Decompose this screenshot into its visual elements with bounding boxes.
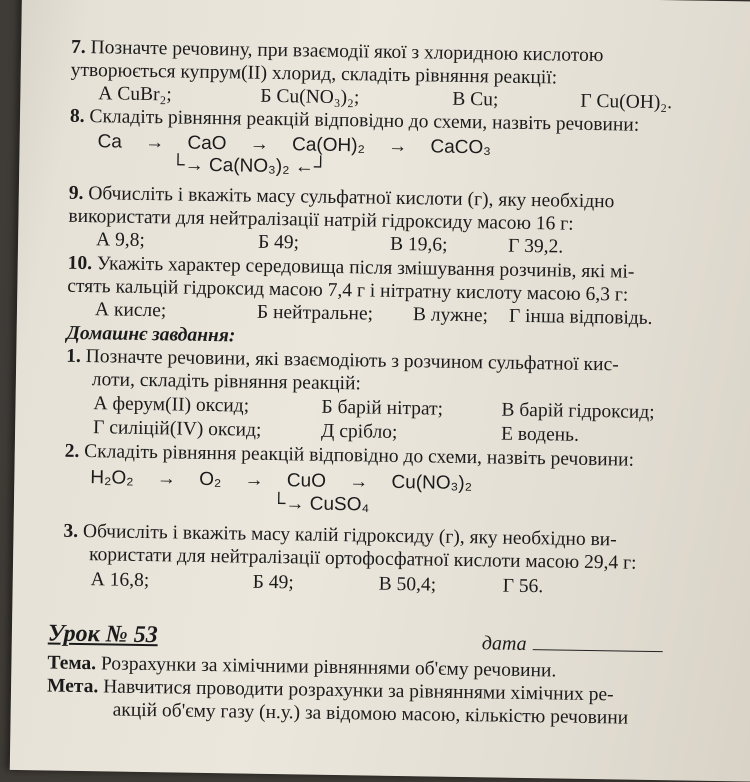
hw2-scheme-row2 (272, 493, 370, 517)
hw2-scheme-row1 (90, 467, 472, 495)
q10-option-c: В лужне; (412, 304, 489, 327)
q9-number: 9. (68, 182, 84, 204)
hw2-number: 2. (64, 440, 80, 462)
q8-s1: Ca (97, 131, 123, 153)
hw3-option-c: В 50,4; (378, 573, 437, 596)
hw2-s5: CuSO₄ (309, 493, 370, 516)
q8-scheme-row2 (171, 154, 327, 179)
date-blank-line (533, 649, 663, 652)
hw1-option-f: Е водень. (500, 423, 580, 446)
q9-text1: Обчисліть і вкажіть масу сульфатної кислоти (г), яку необхідно (88, 183, 615, 213)
q8-s3: Ca(OH)₂ (291, 134, 366, 157)
hw2-s4: Cu(NO₃)₂ (391, 471, 473, 495)
textbook-page (10, 0, 750, 782)
q7-option-a: А CuBr₂; (98, 83, 172, 106)
down-arrow-icon: └→ (171, 154, 204, 176)
q10-option-d: Г інша відповідь. (508, 305, 653, 329)
q8-number: 8. (69, 105, 85, 127)
q8-s2: CaO (187, 132, 227, 155)
date-label: дата (481, 632, 527, 656)
back-arrow-icon: ←┘ (294, 156, 328, 178)
goal-label: Мета. (46, 675, 99, 698)
arrow-icon: → (388, 135, 408, 158)
q10-option-b: Б нейтральне; (256, 301, 374, 325)
goal-text1: Навчитися проводити розрахунки за рівняннями хімічних ре- (103, 676, 614, 706)
hw3-option-d: Г 56. (502, 575, 544, 598)
hw2-s2: O₂ (198, 468, 222, 491)
q7-option-b: Б Cu(NO₃)₂; (260, 85, 360, 109)
q7-number: 7. (70, 36, 86, 59)
arrow-icon: → (145, 131, 165, 154)
q10-number: 10. (67, 252, 93, 275)
topic-text: Розрахунки за хімічними рівняннями об'єму речовини. (100, 653, 557, 682)
date-field (482, 632, 663, 657)
hw1-option-c: В барій гідроксид; (501, 399, 655, 423)
q10-option-a: А кисле; (94, 299, 167, 322)
hw1-number: 1. (66, 345, 82, 367)
goal-line2: акцій об'єму газу (н.у.) за відомою масою, кількістю речовини (112, 699, 629, 729)
hw1-option-e: Д срібло; (320, 420, 398, 443)
q7-option-c: В Cu; (452, 88, 499, 111)
q9-line2: використати для нейтралізації натрій гідроксиду масою 16 г: (68, 205, 574, 235)
arrow-icon: → (244, 469, 264, 491)
hw1-option-a: А ферум(ІІ) оксид; (93, 393, 250, 417)
q8-s4: CaCO₃ (430, 136, 492, 159)
hw2-text: Складіть рівняння реакцій відповідно до схеми, назвіть речовини: (84, 441, 635, 471)
lesson-title: Урок № 53 (47, 620, 158, 649)
hw1-option-d: Г силіцій(IV) оксид; (92, 417, 262, 441)
hw1-option-b: Б барій нітрат; (321, 396, 444, 420)
q7-text1: Позначте речовину, при взаємодії якої з хлоридною кислотою (90, 37, 604, 67)
q8-s5: Ca(NO₃)₂ (208, 154, 290, 178)
q9-option-b: Б 49; (257, 231, 300, 254)
arrow-icon: → (156, 468, 177, 490)
q7-line2: утворюється купрум(ІІ) хлорид, складіть рівняння реакції: (70, 59, 558, 89)
hw3-option-a: А 16,8; (90, 569, 150, 592)
hw2-s3: CuO (286, 470, 327, 492)
q8-text: Складіть рівняння реакцій відповідно до схеми, назвіть речовини: (89, 106, 640, 136)
hw3-line2: користати для нейтралізації ортофосфатної кислоти масою 29,4 г: (88, 544, 637, 574)
q9-option-a: А 9,8; (95, 229, 145, 251)
q9-option-c: В 19,6; (389, 233, 448, 256)
q9-option-d: Г 39,2. (507, 235, 564, 258)
q10-text1: Укажіть характер середовища після змішування розчинів, які мі- (96, 253, 635, 283)
q7-option-d: Г Cu(OH)₂. (580, 90, 673, 114)
hw3-option-b: Б 49; (252, 571, 294, 594)
hw3-text1: Обчисліть і вкажіть масу калій гідроксиду (г), яку необхідно ви- (82, 521, 617, 551)
q10-line2: стять кальцій гідроксид масою 7,4 г і нітратну кислоту масою 6,3 г: (67, 275, 629, 306)
down-arrow-icon: └→ (271, 492, 305, 515)
hw3-number: 3. (63, 520, 79, 542)
hw2-s1: H₂O₂ (90, 467, 134, 489)
arrow-icon: → (349, 471, 369, 493)
hw1-text1: Позначте речовини, які взаємодіють з розчином сульфатної кис- (85, 346, 619, 376)
hw1-line2: лоти, складіть рівняння реакцій: (91, 369, 362, 395)
homework-title: Домашнє завдання: (66, 322, 236, 347)
arrow-icon: → (249, 133, 269, 155)
topic-label: Тема. (47, 652, 97, 675)
